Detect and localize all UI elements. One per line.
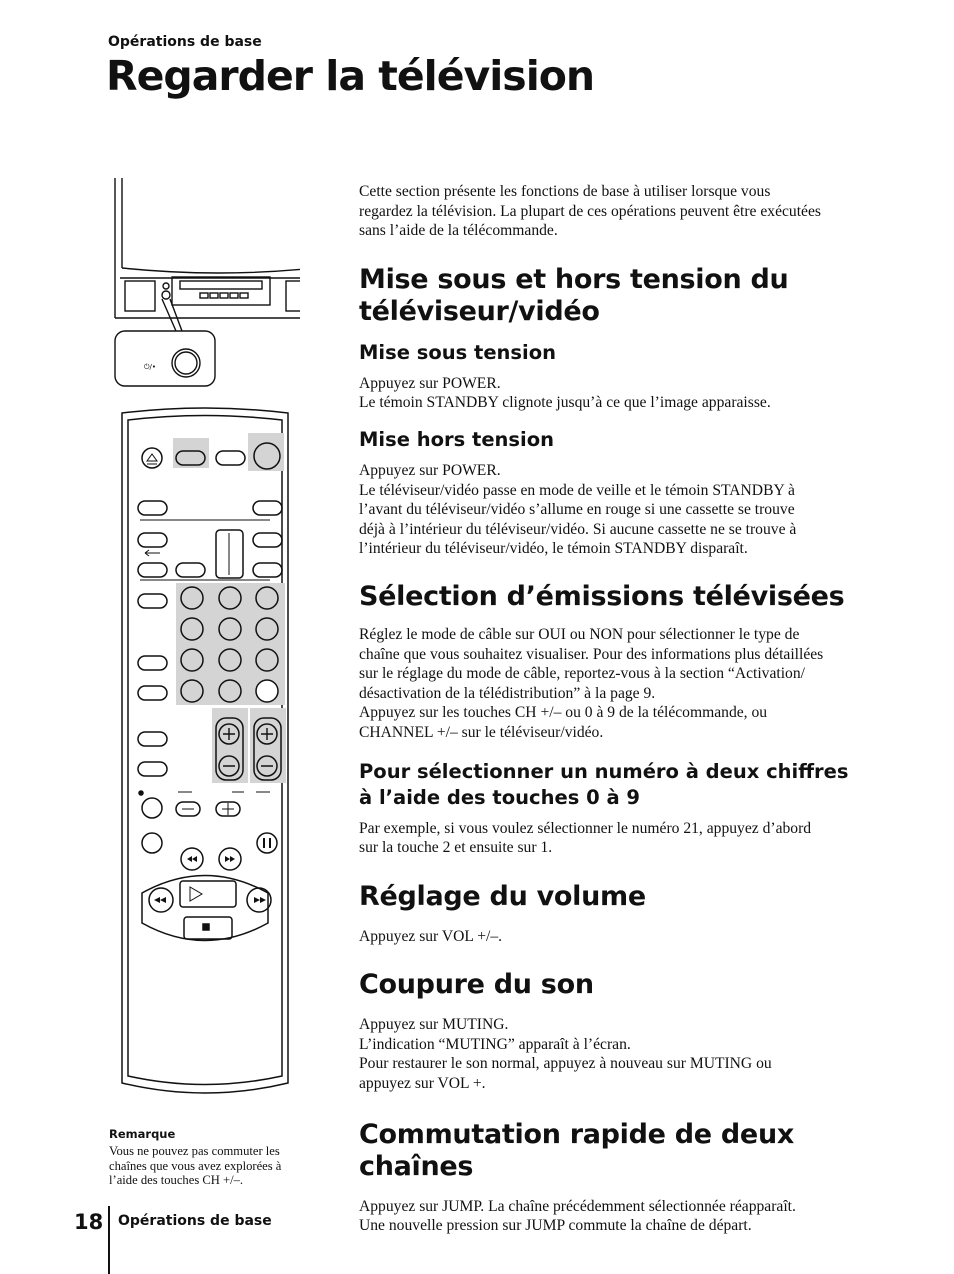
text-jump: Appuyez sur JUMP. La chaîne précédemment sélectionnée réapparaît. Une nouvelle pression sur JUMP commute la chaîne de départ. [359,1197,796,1235]
heading-power-on: Mise sous tension [359,340,556,364]
main-content [359,182,899,1236]
page-number: 18 [74,1210,104,1234]
tv-vcr-front [115,178,300,386]
note-title: Remarque [109,1127,176,1141]
text-channels: Réglez le mode de câble sur OUI ou NON pour sélectionner le type de chaîne que vous souhaitez visualiser. Pour des informations plus détaillées sur le réglage du mode de câble, reportez-vous à la section “Activation/ désactivation de la télédistribution” à la page 9. Appuyez sur les touches CH +/– ou 0 à 9 de la télécommande, ou CHANNEL +/– sur le téléviseur/vidéo. [359,625,824,741]
heading-channels: Sélection d’émissions télévisées [359,580,845,612]
remote-control [122,408,288,1093]
section-label: Opérations de base [108,34,262,50]
text-power-on: Appuyez sur POWER. Le témoin STANDBY clignote jusqu’à ce que l’image apparaisse. [359,374,771,412]
note-box [109,1127,314,1188]
heading-two-digit: Pour sélectionner un numéro à deux chiffres à l’aide des touches 0 à 9 [359,759,849,809]
svg-text:⏻/•: ⏻/• [144,363,157,371]
text-two-digit: Par exemple, si vous voulez sélectionner le numéro 21, appuyez d’abord sur la touche 2 et ensuite sur 1. [359,819,812,857]
note-text: Vous ne pouvez pas commuter les chaînes que vous avez explorées à l’aide des touches CH +/–. [109,1144,282,1188]
text-volume: Appuyez sur VOL +/–. [359,927,503,945]
heading-power-off: Mise hors tension [359,427,554,451]
text-muting: Appuyez sur MUTING. L’indication “MUTING” apparaît à l’écran. Pour restaurer le son normal, appuyez à nouveau sur MUTING ou appuyez sur VOL +. [359,1016,772,1093]
footer-section-label: Opérations de base [118,1213,272,1229]
heading-power: Mise sous et hors tension du téléviseur/vidéo [359,263,789,327]
footer-divider [108,1206,110,1274]
heading-jump: Commutation rapide de deux chaînes [359,1118,794,1182]
intro-text: Cette section présente les fonctions de base à utiliser lorsque vous regardez la télévision. La plupart de ces opérations peuvent être exécutées sans l’aide de la télécommande. [359,183,821,240]
heading-muting: Coupure du son [359,969,594,1001]
text-power-off: Appuyez sur POWER. Le téléviseur/vidéo passe en mode de veille et le témoin STANDBY à l’avant du téléviseur/vidéo s’allume en rouge si une cassette se trouve déjà à l’intérieur du téléviseur/vidéo. Si aucune cassette ne se trouve à l’intérieur du téléviseur/vidéo, le témoin STANDBY disparaît. [359,461,797,558]
page-title: Regarder la télévision [106,52,595,100]
tv-remote-illustration [110,178,300,1098]
heading-volume: Réglage du volume [359,880,646,912]
